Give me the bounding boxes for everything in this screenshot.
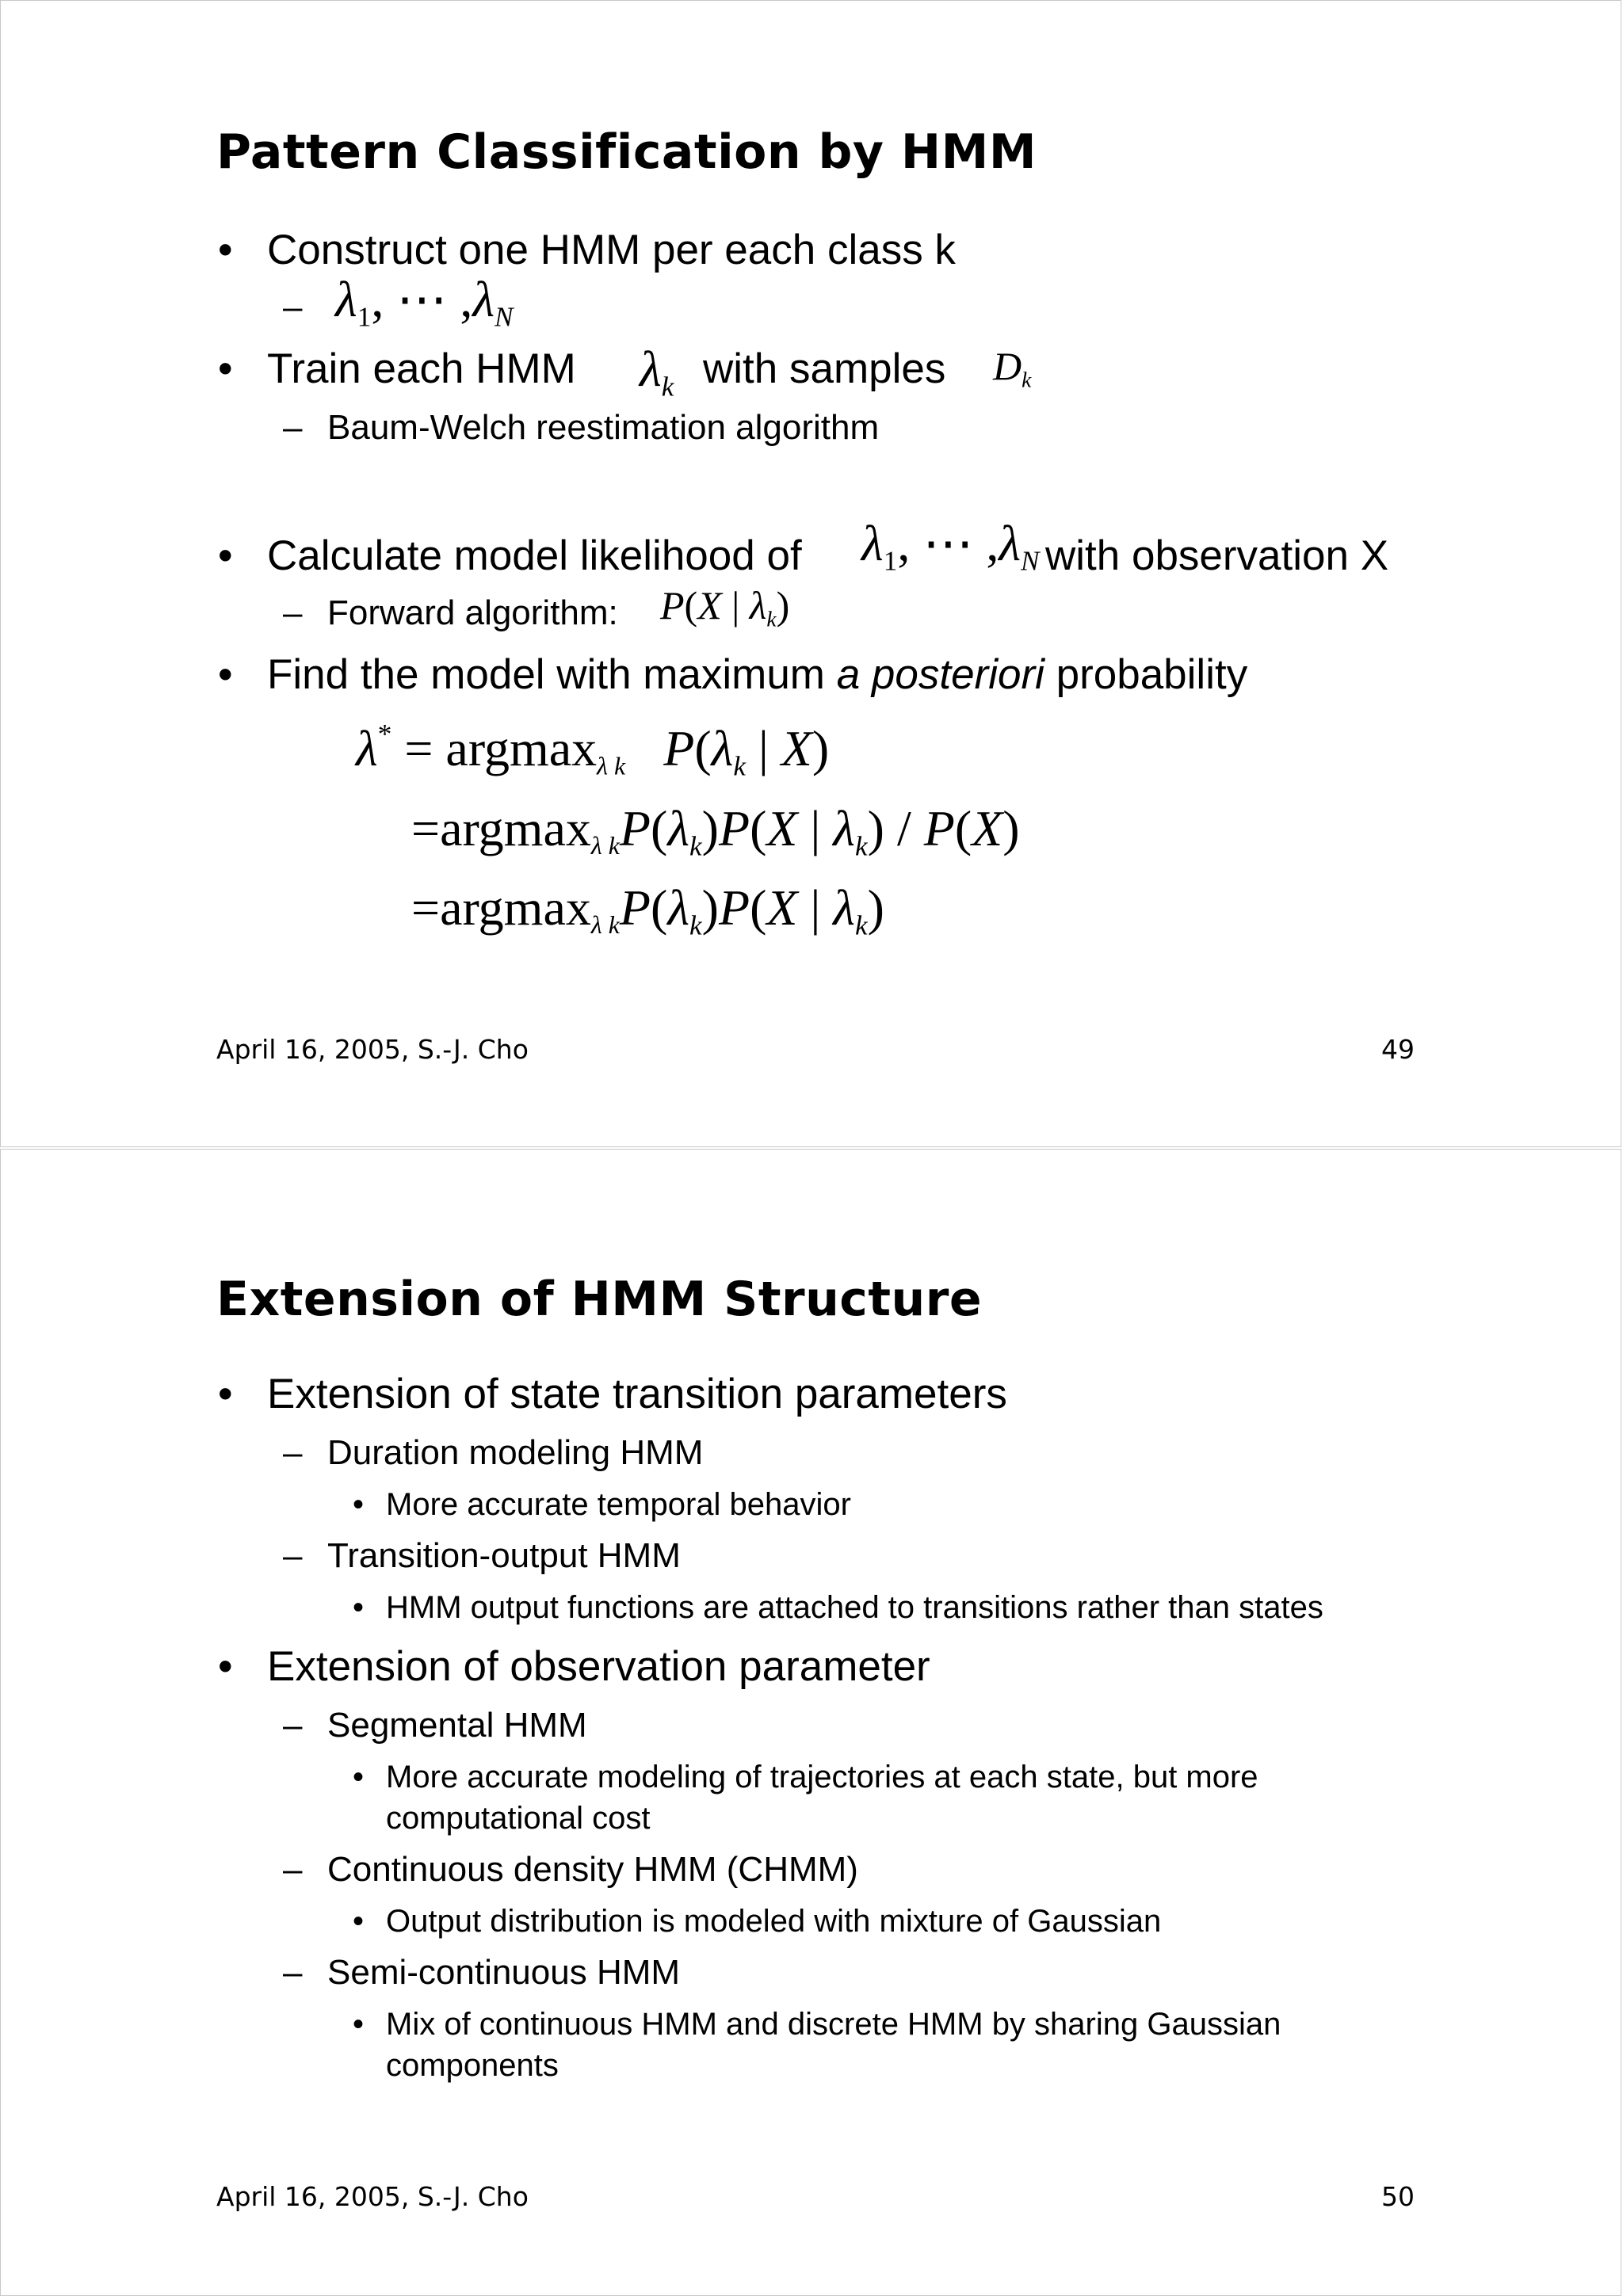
lambda-sequence: $\lambda_1$, ⋯ $,\lambda_N$: [335, 271, 514, 333]
sub-segmental: Segmental HMM: [327, 1706, 587, 1745]
sub-baum-welch: Baum-Welch reestimation algorithm: [327, 408, 880, 447]
bullet-dot-small: •: [353, 1590, 365, 1625]
footer-date-author: April 16, 2005, S.-J. Cho: [216, 2181, 529, 2212]
bullet-observation: Extension of observation parameter: [267, 1643, 930, 1690]
bullet-dot: •: [218, 532, 233, 579]
bullet-calc-suffix: with observation X: [1045, 532, 1389, 579]
page-number: 50: [1381, 2181, 1415, 2212]
dash: –: [283, 288, 303, 326]
slide-49: [0, 0, 1621, 1147]
dataset-dk: $D_k$: [993, 344, 1032, 392]
dash: –: [283, 593, 303, 632]
subsub-temporal: More accurate temporal behavior: [386, 1487, 851, 1522]
footer-date-author: April 16, 2005, S.-J. Cho: [216, 1034, 529, 1065]
dash: –: [283, 408, 303, 447]
sub-forward: Forward algorithm:: [327, 593, 618, 632]
bullet-dot: •: [218, 651, 233, 698]
lambda-k: $\lambda_k$: [640, 341, 674, 402]
sub-chmm: Continuous density HMM (CHMM): [327, 1850, 858, 1889]
dash: –: [283, 1536, 303, 1575]
equation-line-1: λ* = argmax$_{\lambda k}$ $P(\lambda_k$ | X): [356, 719, 830, 782]
bullet-dot: •: [218, 1643, 233, 1690]
bullet-find: Find the model with maximum a posteriori probability: [267, 651, 1248, 698]
bullet-dot-small: •: [353, 2007, 365, 2042]
slide-title: Extension of HMM Structure: [216, 1272, 983, 1327]
subsub-mixture: Output distribution is modeled with mixture of Gaussian: [386, 1904, 1162, 1939]
page-number: 49: [1381, 1034, 1415, 1065]
bullet-train-mid: with samples: [703, 345, 946, 392]
subsub-trajectories-line1: More accurate modeling of trajectories at each state, but more: [386, 1760, 1258, 1794]
bullet-calc-prefix: Calculate model likelihood of: [267, 532, 802, 579]
dash: –: [283, 1433, 303, 1472]
subsub-output-functions: HMM output functions are attached to transitions rather than states: [386, 1590, 1323, 1625]
slide-50: [0, 1149, 1621, 2296]
subsub-trajectories-line2: computational cost: [386, 1801, 651, 1836]
slide-title: Pattern Classification by HMM: [216, 124, 1037, 180]
sub-semi-continuous: Semi-continuous HMM: [327, 1953, 681, 1992]
bullet-construct: Construct one HMM per each class k: [267, 227, 956, 273]
subsub-mix-line1: Mix of continuous HMM and discrete HMM by sharing Gaussian: [386, 2007, 1281, 2042]
lambda-sequence-2: $\lambda_1$, ⋯ $,\lambda_N$: [861, 515, 1040, 577]
bullet-dot-small: •: [353, 1487, 365, 1522]
dash: –: [283, 1706, 303, 1745]
bullet-dot-small: •: [353, 1904, 365, 1939]
dash: –: [283, 1850, 303, 1889]
equation-line-3: $=argmax_{\lambda k}P(\lambda_k)P(X$ | $\lambda_k$): [411, 879, 884, 941]
equation-line-2: $=argmax_{\lambda k}P(\lambda_k)P(X$ | $\lambda_k) / P(X)$: [411, 800, 1020, 862]
bullet-dot: •: [218, 345, 233, 392]
sub-transition-output: Transition-output HMM: [327, 1536, 681, 1575]
likelihood-expr: P(X | $\lambda_k$): [660, 583, 790, 631]
bullet-dot: •: [218, 227, 233, 273]
subsub-mix-line2: components: [386, 2048, 559, 2083]
sub-duration-modeling: Duration modeling HMM: [327, 1433, 704, 1472]
bullet-dot-small: •: [353, 1760, 365, 1794]
dash: –: [283, 1953, 303, 1992]
bullet-dot: •: [218, 1371, 233, 1417]
bullet-train-prefix: Train each HMM: [267, 345, 576, 392]
bullet-state-transition: Extension of state transition parameters: [267, 1371, 1007, 1417]
